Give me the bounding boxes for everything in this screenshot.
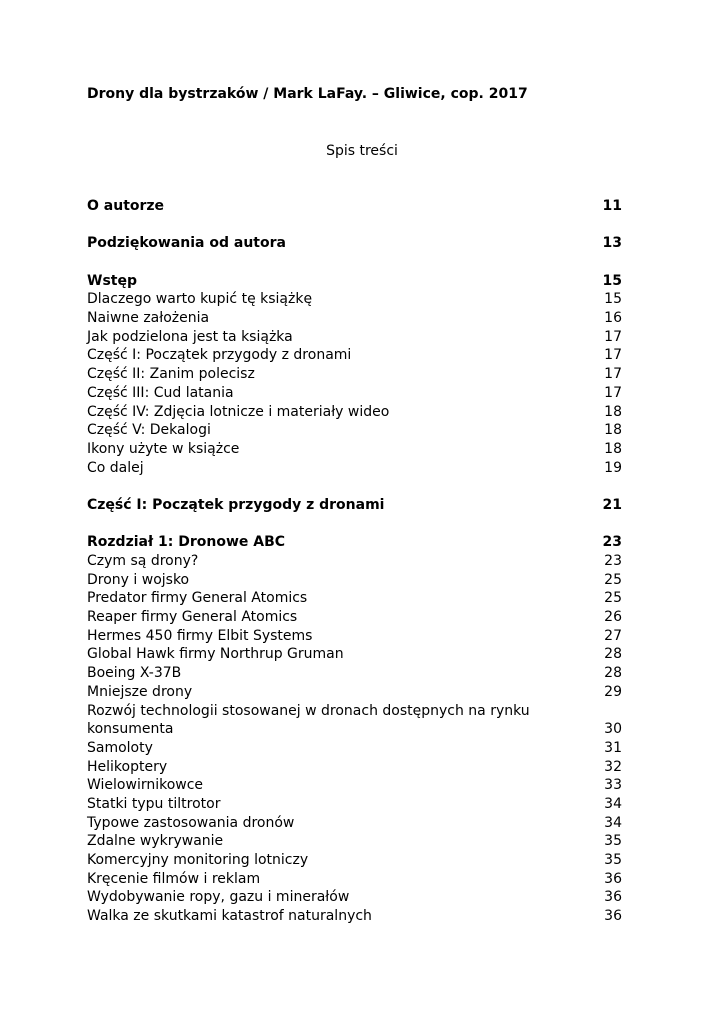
toc-entry-title: Czym są drony? xyxy=(87,553,199,570)
toc-entry-page: 35 xyxy=(604,833,622,850)
toc-entry-page: 32 xyxy=(604,758,622,775)
toc-entry-o-autorze xyxy=(87,197,622,216)
toc-entry-title: Typowe zastosowania dronów xyxy=(87,814,295,831)
toc-entry-page: 23 xyxy=(602,534,622,551)
toc-entry xyxy=(87,832,622,851)
toc-entry-title: Hermes 450 firmy Elbit Systems xyxy=(87,627,313,644)
toc-entry xyxy=(87,739,622,758)
toc-entry-title: Rozdział 1: Dronowe ABC xyxy=(87,534,286,551)
toc-entry-czesc-i xyxy=(87,496,622,515)
toc-entry-title: Część I: Początek przygody z dronami xyxy=(87,496,385,513)
toc-entry-page: 11 xyxy=(602,197,622,214)
toc-entry xyxy=(87,608,622,627)
toc-entry-podziekowania xyxy=(87,234,622,253)
spacer xyxy=(87,216,622,235)
toc-entry-page: 25 xyxy=(604,590,622,607)
toc-entry xyxy=(87,907,622,926)
toc-entry xyxy=(87,888,622,907)
toc-entry-page: 15 xyxy=(604,291,622,308)
toc-entry-title: Ikony użyte w książce xyxy=(87,440,240,457)
toc-entry-title: Jak podzielona jest ta książka xyxy=(87,328,293,345)
toc-entry-page: 36 xyxy=(604,908,622,925)
toc-entry-title: Zdalne wykrywanie xyxy=(87,833,224,850)
toc-entry-page: 33 xyxy=(604,777,622,794)
toc-title: Spis treści xyxy=(326,143,398,159)
toc-entry-title: Drony i wojsko xyxy=(87,571,190,588)
toc-entry-title: Część V: Dekalogi xyxy=(87,422,211,439)
toc-entry xyxy=(87,664,622,683)
toc-entry-page: 35 xyxy=(604,852,622,869)
spacer xyxy=(87,515,622,534)
toc-entry xyxy=(87,795,622,814)
toc-entry-page: 17 xyxy=(604,384,622,401)
toc-entry-title: Global Hawk firmy Northrup Gruman xyxy=(87,646,344,663)
toc-entry-title: Część IV: Zdjęcia lotnicze i materiały wideo xyxy=(87,403,390,420)
toc-entry-page: 23 xyxy=(604,553,622,570)
toc-entry-wstep xyxy=(87,272,622,291)
toc-entry-title: Walka ze skutkami katastrof naturalnych xyxy=(87,908,372,925)
toc-entry-page: 34 xyxy=(604,814,622,831)
toc-entry-title: Samoloty xyxy=(87,739,153,756)
toc-entry xyxy=(87,589,622,608)
toc-entry-page: 17 xyxy=(604,347,622,364)
toc-entry xyxy=(87,627,622,646)
toc-entry xyxy=(87,776,622,795)
toc-entry-page: 27 xyxy=(604,627,622,644)
toc-entry-title: Wielowirnikowce xyxy=(87,777,204,794)
toc-entry xyxy=(87,683,622,702)
toc-entry-title: Statki typu tiltrotor xyxy=(87,795,221,812)
toc-entry-page: 18 xyxy=(604,440,622,457)
toc-entry-page: 13 xyxy=(602,235,622,252)
toc-entry xyxy=(87,814,622,833)
toc-entry-page: 26 xyxy=(604,609,622,626)
toc-entry-title: O autorze xyxy=(87,197,165,214)
toc-entry-title: Naiwne założenia xyxy=(87,310,210,327)
toc-entry xyxy=(87,440,622,459)
toc-entry-title: Część II: Zanim polecisz xyxy=(87,366,255,383)
toc-entry-title: Część I: Początek przygody z dronami xyxy=(87,347,352,364)
toc-entry-page: 36 xyxy=(604,889,622,906)
toc-entry-page: 18 xyxy=(604,422,622,439)
toc-entry-page: 17 xyxy=(604,366,622,383)
toc-entry xyxy=(87,403,622,422)
toc-entry-page: 19 xyxy=(604,459,622,476)
toc-entry-title: Co dalej xyxy=(87,459,144,476)
toc-entry xyxy=(87,347,622,366)
toc-entry-page: 30 xyxy=(604,721,622,738)
toc-entry-title: Reaper firmy General Atomics xyxy=(87,609,298,626)
toc-entry-page: 15 xyxy=(602,272,622,289)
toc-entry xyxy=(87,384,622,403)
toc-entry-title: Dlaczego warto kupić tę książkę xyxy=(87,291,313,308)
table-of-contents xyxy=(87,197,622,926)
toc-entry xyxy=(87,646,622,665)
toc-entry-page: 17 xyxy=(604,328,622,345)
toc-entry xyxy=(87,851,622,870)
spacer xyxy=(87,253,622,272)
toc-entry xyxy=(87,290,622,309)
toc-entry xyxy=(87,365,622,384)
toc-entry-title: Część III: Cud latania xyxy=(87,384,234,401)
toc-entry-page: 25 xyxy=(604,571,622,588)
toc-entry xyxy=(87,328,622,347)
toc-entry-page: 36 xyxy=(604,870,622,887)
toc-entry xyxy=(87,459,622,478)
toc-entry-title: Kręcenie filmów i reklam xyxy=(87,870,261,887)
toc-entry-page: 18 xyxy=(604,403,622,420)
toc-entry-page: 28 xyxy=(604,646,622,663)
toc-entry-title: Podziękowania od autora xyxy=(87,235,286,252)
toc-entry-page: 29 xyxy=(604,683,622,700)
toc-entry-title: Mniejsze drony xyxy=(87,683,193,700)
toc-entry-title: Wstęp xyxy=(87,272,137,289)
toc-entry xyxy=(87,571,622,590)
toc-entry-title: Boeing X-37B xyxy=(87,665,182,682)
toc-entry-page: 28 xyxy=(604,665,622,682)
toc-entry xyxy=(87,720,622,739)
toc-entry-title: Wydobywanie ropy, gazu i minerałów xyxy=(87,889,350,906)
toc-entry xyxy=(87,421,622,440)
spacer xyxy=(87,477,622,496)
toc-entry-page: 31 xyxy=(604,739,622,756)
toc-entry-title: Helikoptery xyxy=(87,758,168,775)
toc-entry-page: 16 xyxy=(604,310,622,327)
toc-entry xyxy=(87,870,622,889)
toc-entry xyxy=(87,758,622,777)
toc-entry-title: konsumenta xyxy=(87,721,174,738)
toc-entry xyxy=(87,309,622,328)
toc-entry xyxy=(87,552,622,571)
toc-entry-title-line1: Rozwój technologii stosowanej w dronach dostępnych na rynku xyxy=(87,702,530,719)
toc-entry-title: Predator firmy General Atomics xyxy=(87,590,308,607)
toc-entry-rozdzial-1 xyxy=(87,533,622,552)
toc-entry-title: Komercyjny monitoring lotniczy xyxy=(87,852,309,869)
bibliographic-header: Drony dla bystrzaków / Mark LaFay. – Gliwice, cop. 2017 xyxy=(87,86,528,102)
toc-entry-page: 34 xyxy=(604,795,622,812)
toc-entry-page: 21 xyxy=(602,496,622,513)
